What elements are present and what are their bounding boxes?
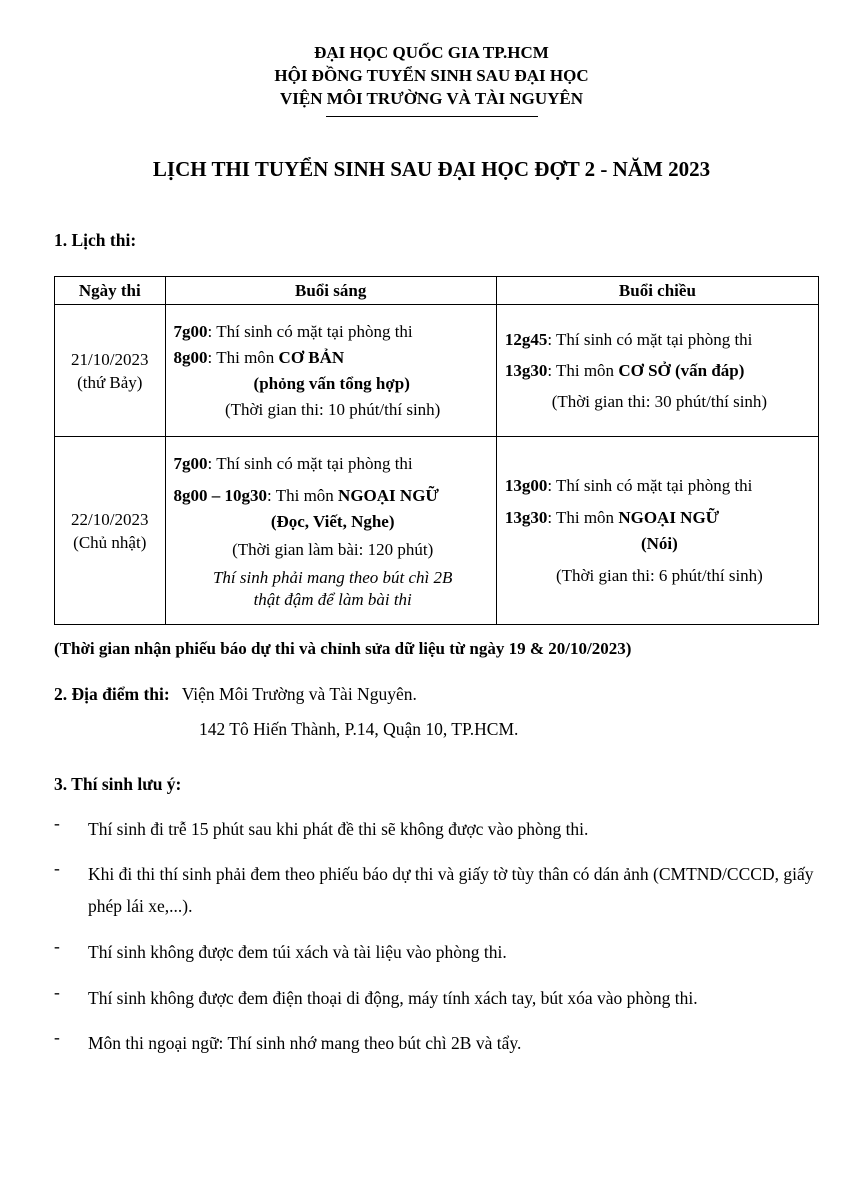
arrival-line [505, 473, 814, 499]
section1-heading: 1. Lịch thi: [54, 230, 137, 250]
exam-weekday: (thứ Bảy) [77, 372, 143, 392]
bullet-dash: - [54, 813, 60, 833]
exam-duration: (Thời gian thi: 30 phút/thí sinh) [551, 392, 768, 411]
afternoon-cell [496, 437, 818, 625]
subject-note-line [174, 509, 492, 535]
arrival-time: 7g00 [173, 453, 208, 473]
exam-time: 13g30 [504, 507, 548, 527]
section3-heading: 3. Thí sinh lưu ý: [54, 774, 182, 794]
exam-text: : Thi môn [267, 485, 339, 505]
arrival-text: : Thí sinh có mặt tại phòng thi [207, 321, 413, 341]
exam-location-line [54, 684, 417, 705]
header-institute: VIỆN MÔI TRƯỜNG VÀ TÀI NGUYÊN [279, 89, 584, 108]
arrival-line [505, 324, 814, 355]
arrival-time: 13g00 [504, 475, 548, 495]
receipt-note: (Thời gian nhận phiếu báo dự thi và chỉnh sửa dữ liệu từ ngày 19 & 20/10/2023) [54, 639, 632, 658]
col-header-date: Ngày thi [55, 277, 166, 305]
table-row [55, 437, 819, 625]
bullet-dash: - [54, 982, 60, 1002]
pencil-note-line2: thật đậm để làm bài thi [253, 589, 412, 609]
arrival-time: 7g00 [173, 321, 208, 341]
exam-place: Viện Môi Trường và Tài Nguyên. [181, 684, 417, 704]
exam-duration: (Thời gian làm bài: 120 phút) [232, 539, 434, 559]
exam-line [505, 505, 814, 531]
subject-note: (Đọc, Viết, Nghe) [270, 511, 395, 531]
exam-subject: NGOẠI NGỮ [338, 485, 439, 505]
bullet-dash: - [54, 936, 60, 956]
exam-time: 13g30 [504, 361, 548, 380]
exam-duration: (Thời gian thi: 6 phút/thí sinh) [555, 565, 763, 585]
document-title: LỊCH THI TUYỂN SINH SAU ĐẠI HỌC ĐỢT 2 - NĂM 2023 [152, 157, 711, 181]
bullet-dash: - [54, 1027, 60, 1047]
arrival-text: : Thí sinh có mặt tại phòng thi [547, 475, 753, 495]
header-university: ĐẠI HỌC QUỐC GIA TP.HCM [314, 43, 549, 62]
subject-note: (Nói) [640, 533, 678, 553]
exam-duration: (Thời gian thi: 10 phút/thí sinh) [225, 399, 441, 419]
col-header-morning: Buổi sáng [165, 277, 496, 305]
list-item-text: Thí sinh không được đem túi xách và tài liệu vào phòng thi. [88, 942, 507, 962]
exam-text: : Thi môn [207, 347, 279, 367]
arrival-time: 12g45 [504, 330, 548, 349]
section2-heading: 2. Địa điểm thi: [54, 684, 170, 704]
exam-text: : Thi môn [547, 361, 619, 380]
date-cell [55, 437, 166, 625]
subject-note-line [174, 371, 492, 397]
arrival-text: : Thí sinh có mặt tại phòng thi [207, 453, 413, 473]
morning-cell [165, 305, 496, 437]
date-cell [55, 305, 166, 437]
exam-date: 21/10/2023 [71, 349, 149, 369]
table-header-row [55, 277, 819, 305]
arrival-line [174, 451, 492, 477]
exam-subject: CƠ SỞ (vấn đáp) [618, 361, 745, 380]
exam-schedule-table [54, 276, 819, 625]
header-underline [326, 116, 538, 117]
header-council: HỘI ĐỒNG TUYỂN SINH SAU ĐẠI HỌC [274, 66, 589, 85]
exam-time: 8g00 [173, 347, 208, 367]
exam-weekday: (Chủ nhật) [73, 532, 147, 552]
pencil-note-line1: Thí sinh phải mang theo bút chì 2B [212, 567, 453, 587]
exam-line [174, 483, 492, 509]
list-item-text: Thí sinh đi trễ 15 phút sau khi phát đề thi sẽ không được vào phòng thi. [88, 819, 589, 839]
afternoon-cell [496, 305, 818, 437]
exam-address: 142 Tô Hiến Thành, P.14, Quận 10, TP.HCM. [199, 719, 519, 739]
exam-date: 22/10/2023 [71, 509, 149, 529]
exam-time: 8g00 – 10g30 [173, 485, 268, 505]
list-item-text: Thí sinh không được đem điện thoại di động, máy tính xách tay, bút xóa vào phòng thi. [88, 988, 698, 1008]
exam-line [174, 345, 492, 371]
subject-note: (phỏng vấn tổng hợp) [253, 373, 410, 393]
exam-subject: CƠ BẢN [278, 347, 345, 367]
arrival-line [174, 319, 492, 345]
list-item-text: Khi đi thi thí sinh phải đem theo phiếu báo dự thi và giấy tờ tùy thân có dán ảnh (CMTND/CCCD, giấy phép lái xe,...). [88, 864, 814, 916]
list-item-text: Môn thi ngoại ngữ: Thí sinh nhớ mang theo bút chì 2B và tẩy. [88, 1033, 522, 1053]
bullet-dash: - [54, 858, 60, 878]
table-row [55, 305, 819, 437]
exam-text: : Thi môn [547, 507, 619, 527]
morning-cell [165, 437, 496, 625]
exam-subject: NGOẠI NGỮ [618, 507, 720, 527]
exam-line [505, 355, 814, 386]
subject-note-line [505, 531, 814, 557]
pencil-note [174, 567, 492, 611]
arrival-text: : Thí sinh có mặt tại phòng thi [547, 330, 753, 349]
col-header-afternoon: Buổi chiều [496, 277, 818, 305]
